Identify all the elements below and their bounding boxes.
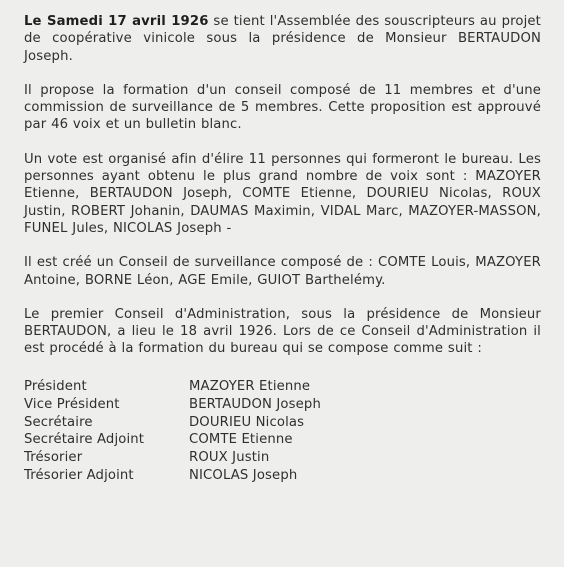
bureau-row-president — [24, 378, 541, 396]
bureau-row-secretaire — [24, 414, 541, 432]
bureau-role: Vice Président — [24, 396, 120, 412]
bureau-role: Secrétaire Adjoint — [24, 432, 145, 448]
bureau-role: Secrétaire — [24, 414, 93, 430]
bureau-list — [24, 378, 541, 485]
bureau-person: COMTE Etienne — [189, 432, 293, 448]
paragraph-assemblee — [24, 13, 541, 65]
bureau-person: NICOLAS Joseph — [189, 468, 298, 484]
assemblee-date-lead: Le Samedi 17 avril 1926 — [24, 14, 209, 29]
bureau-row-tresorier — [24, 449, 541, 467]
paragraph-vote — [24, 151, 541, 237]
surveillance-text: Il est créé un Conseil de surveillance composé de : COMTE Louis, MAZOYER Antoine, BORNE Léon, AGE Emile, GUIOT Barthelémy. — [24, 255, 541, 288]
bureau-row-secretaire-adjoint — [24, 431, 541, 449]
paragraph-surveillance — [24, 254, 541, 289]
assemblee-text: se tient l'Assemblée des souscripteurs au projet de coopérative vinicole sous la présidence de Monsieur BERTAUDON Joseph. — [24, 14, 541, 64]
bureau-person: DOURIEU Nicolas — [189, 414, 305, 430]
vote-text: Un vote est organisé afin d'élire 11 personnes qui formeront le bureau. Les personnes ayant obtenu le plus grand nombre de voix sont : MAZOYER Etienne, BERTAUDON Joseph, COMTE Etienne, DOURIEU Nicolas, ROUX Justin, ROBERT Johanin, DAUMAS Maximin, VIDAL Marc, MAZOYER-MASSON, FUNEL Jules, NICOLAS Joseph - — [24, 151, 541, 236]
bureau-person: BERTAUDON Joseph — [189, 396, 321, 412]
bureau-person: MAZOYER Etienne — [189, 378, 311, 394]
bureau-role: Trésorier Adjoint — [24, 468, 134, 484]
conseil-administration-text: Le premier Conseil d'Administration, sous la présidence de Monsieur BERTAUDON, a lieu le 18 avril 1926. Lors de ce Conseil d'Administration il est procédé à la formation du bureau qui se compose comme suit : — [24, 306, 541, 357]
bureau-row-tresorier-adjoint — [24, 467, 541, 485]
proposition-text: Il propose la formation d'un conseil composé de 11 membres et d'une commission de surveillance de 5 membres. Cette proposition est approuvé par 46 voix et un bulletin blanc. — [24, 82, 541, 133]
paragraph-conseil-administration — [24, 306, 541, 358]
bureau-role: Trésorier — [24, 450, 83, 466]
bureau-role: Président — [24, 378, 87, 394]
paragraph-proposition — [24, 82, 541, 134]
bureau-person: ROUX Justin — [189, 450, 270, 466]
bureau-row-vice-president — [24, 396, 541, 414]
